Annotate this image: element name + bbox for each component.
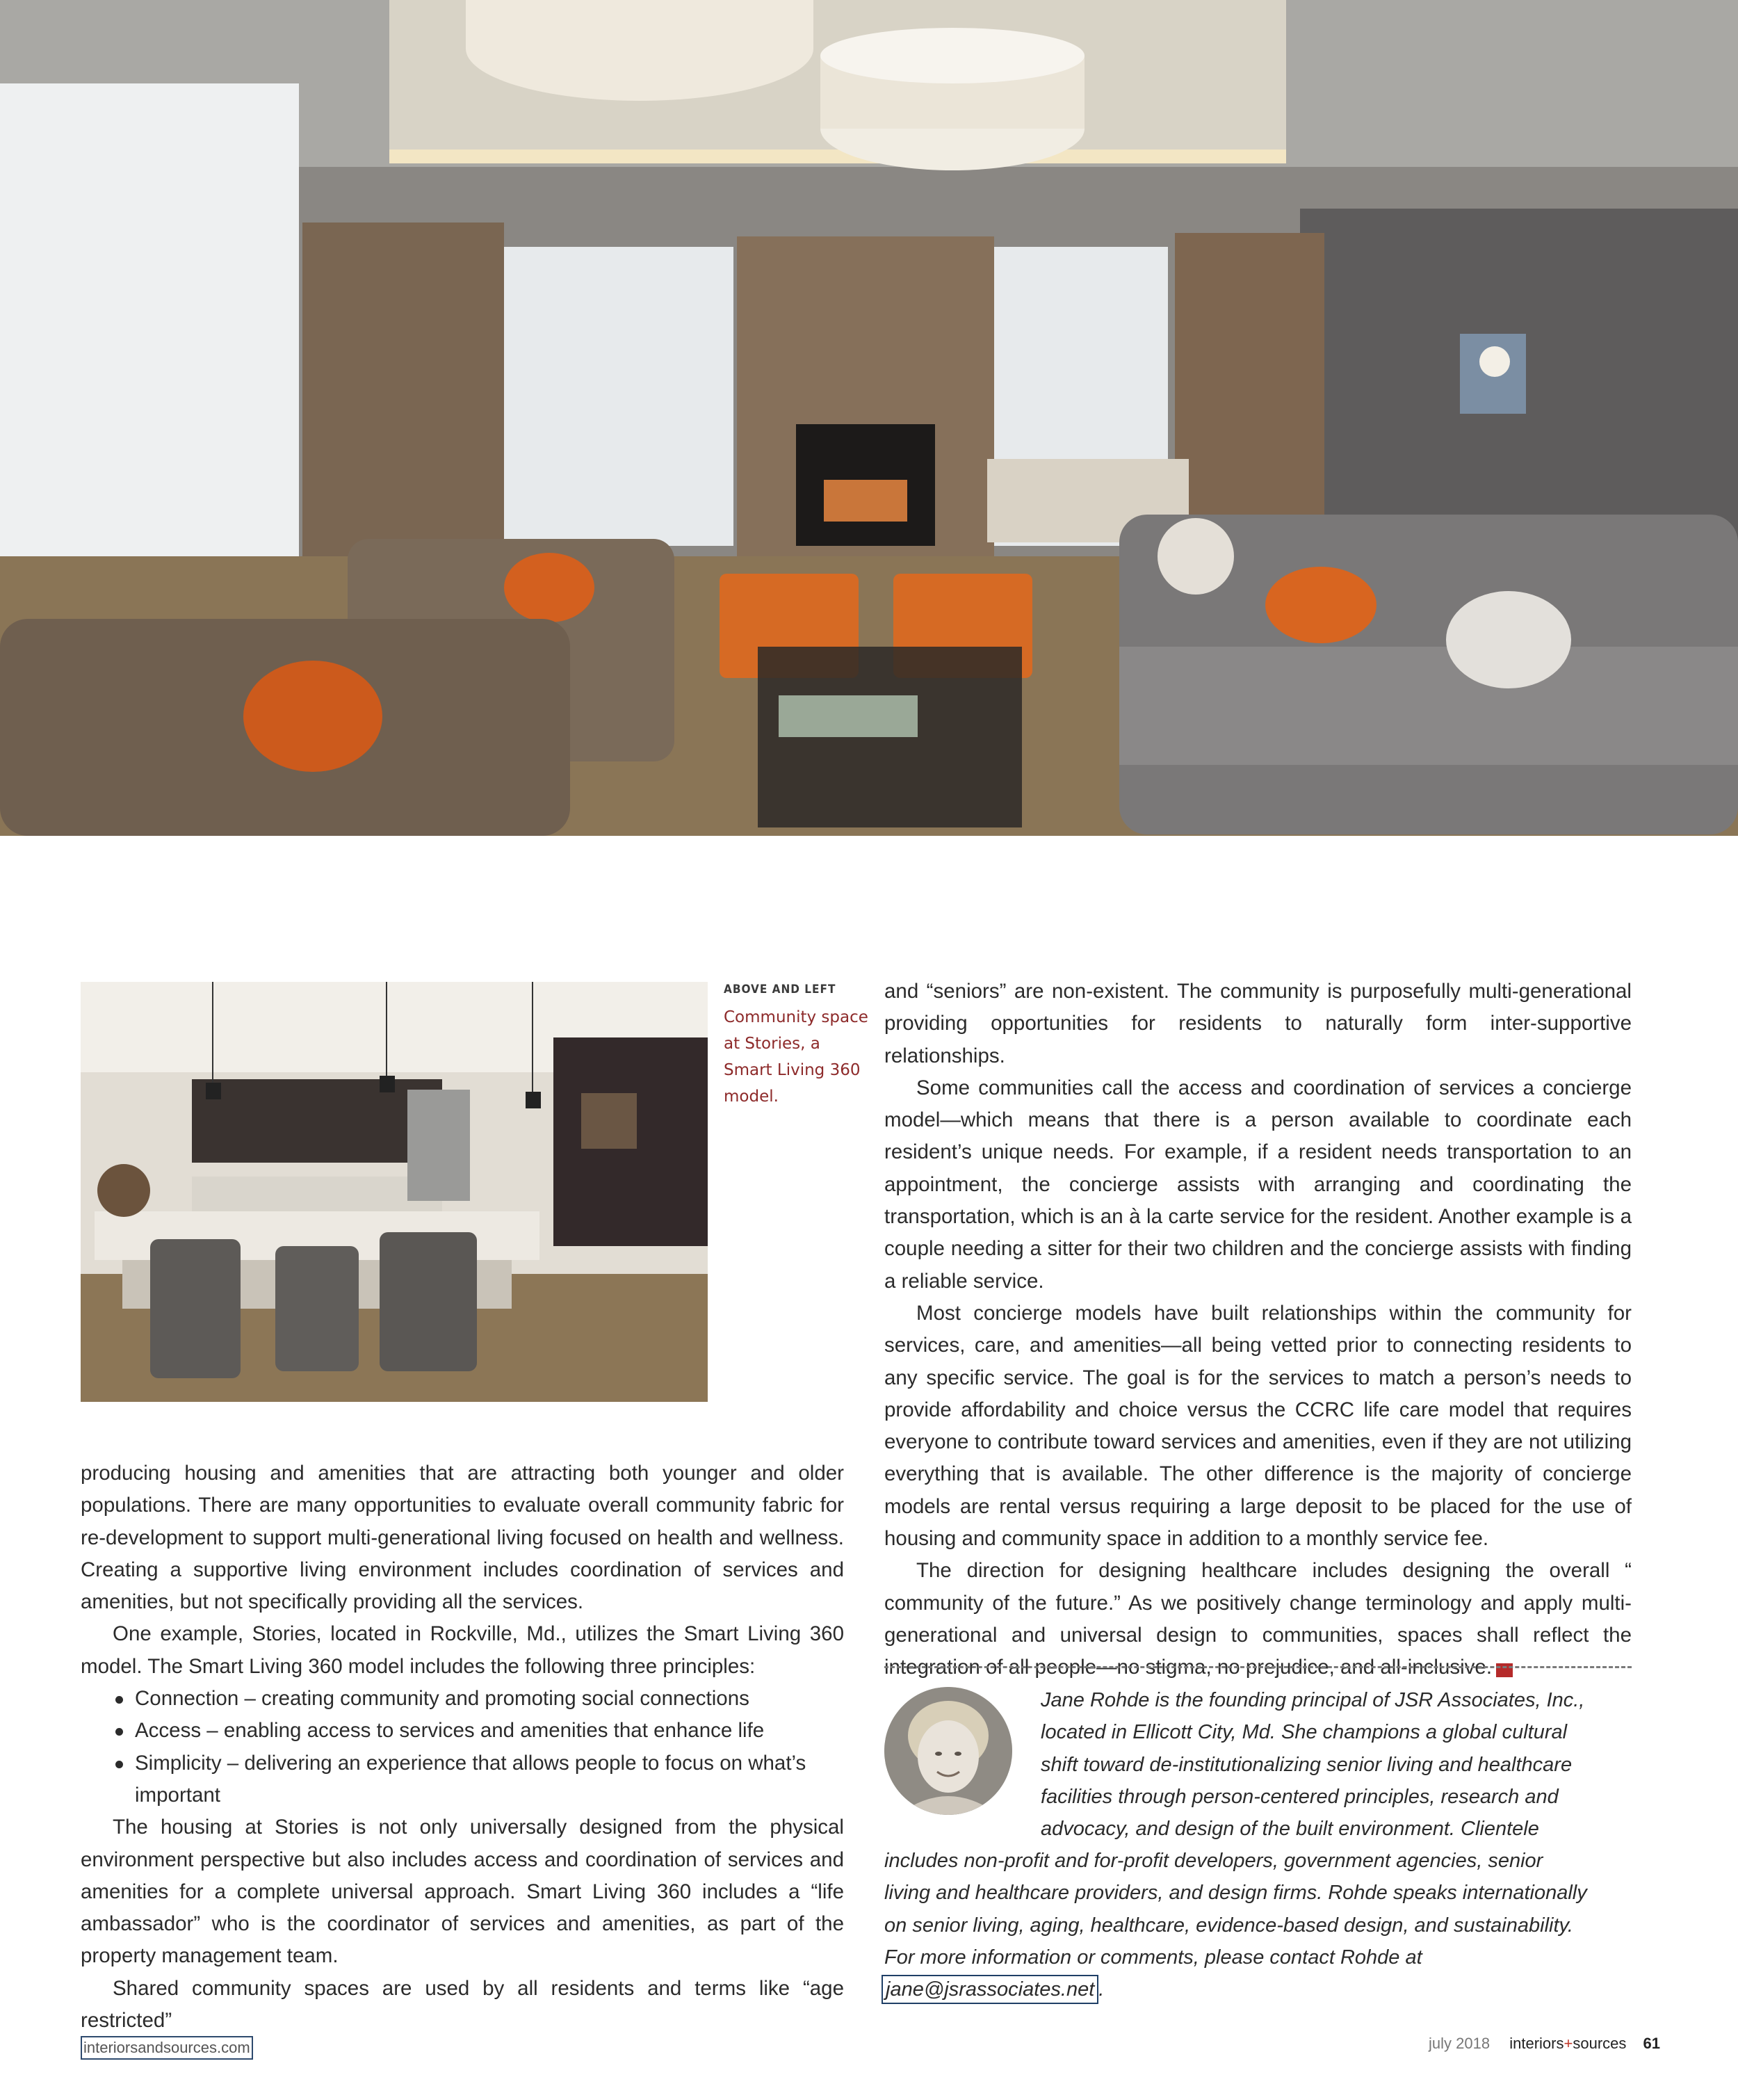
bio-line: includes non-profit and for-profit developers, government agencies, senior xyxy=(884,1850,1543,1872)
article-right-column xyxy=(884,976,1632,1684)
bio-line: living and healthcare providers, and design firms. Rohde speaks internationally xyxy=(884,1882,1587,1905)
right-paragraph-3: Most concierge models have built relationships within the community for services, care, and amenities—all being vetted prior to connecting residents to any specific service. The goal is for the services to match a person’s needs to provide affordability and choice versus the CCRC life care model that requires everyone to contribute toward services and amenities, even if they are not utilizing everything that is available. The other difference is the majority of concierge models are rental versus requiring a large deposit to be placed for the use of housing and community space in addition to a monthly service fee. xyxy=(884,1301,1632,1551)
bio-divider xyxy=(884,1666,1632,1668)
author-email-link[interactable]: jane@jsrassociates.net xyxy=(882,1975,1098,2004)
bio-line: For more information or comments, please contact Rohde at xyxy=(884,1946,1422,1969)
email-suffix: . xyxy=(1098,1978,1105,2001)
principles-list xyxy=(81,1683,844,1811)
bio-email-line xyxy=(884,1973,1635,2005)
bio-line: Jane Rohde is the founding principal of JSR Associates, Inc., xyxy=(1041,1689,1585,1711)
right-paragraph-1: and “seniors” are non-existent. The community is purposefully multi-generational providing opportunities for residents to naturally form inter-supportive relationships. xyxy=(884,980,1632,1067)
left-paragraph-2: One example, Stories, located in Rockville, Md., utilizes the Smart Living 360 model. The Smart Living 360 model includes the following three principles: xyxy=(81,1622,844,1678)
caption-text: Community space at Stories, a Smart Living 360 model. xyxy=(724,1008,868,1106)
bio-line: on senior living, aging, healthcare, evidence-based design, and sustainability. xyxy=(884,1914,1573,1937)
bio-line: shift toward de-institutionalizing senior living and healthcare xyxy=(1041,1753,1573,1776)
footer-brand xyxy=(1509,2035,1626,2052)
bio-line: advocacy, and design of the built environment. Clientele xyxy=(1041,1818,1539,1841)
bio-line: located in Ellicott City, Md. She champions a global cultural xyxy=(1041,1721,1568,1744)
footer-year: 2018 xyxy=(1456,2035,1491,2052)
footer-folio xyxy=(1429,2035,1660,2053)
author-bio-top xyxy=(1041,1684,1632,1845)
brand-part-b: sources xyxy=(1573,2035,1627,2052)
left-paragraph-3: The housing at Stories is not only universally designed from the physical environment perspective but also includes access and coordination of services and amenities for a complete universal approach. Smart Living 360 includes a “life ambassador” who is the coordinator of services and amenities, as part of the property management team. xyxy=(81,1816,844,1968)
right-paragraph-2: Some communities call the access and coordination of services a concierge model—which means that there is a person available to coordinate each resident’s unique needs. For example, if a resident needs transportation to an appointment, the concierge assists with arranging and coordinating the transportation, which is an à la carte service for the resident. Another example is a couple needing a sitter for their two children and the concierge assists with finding a reliable service. xyxy=(884,1076,1632,1293)
author-avatar xyxy=(884,1687,1012,1815)
brand-plus: + xyxy=(1564,2035,1573,2052)
end-mark-icon: i+s xyxy=(1496,1663,1513,1677)
footer-month: july xyxy=(1429,2035,1452,2052)
footer-site-link[interactable]: interiorsandsources.com xyxy=(81,2036,253,2060)
right-paragraph-4 xyxy=(884,1555,1632,1683)
photo-caption xyxy=(724,982,870,1110)
list-item: Connection – creating community and promoting social connections xyxy=(115,1683,844,1715)
bio-line: facilities through person-centered principles, research and xyxy=(1041,1785,1559,1808)
page-number: 61 xyxy=(1643,2035,1660,2052)
caption-tag: ABOVE AND LEFT xyxy=(724,983,836,996)
author-bio-bottom xyxy=(884,1845,1635,2005)
brand-part-a: interiors xyxy=(1509,2035,1564,2052)
article-left-column xyxy=(81,1457,844,2037)
list-item: Simplicity – delivering an experience that allows people to focus on what’s important xyxy=(115,1747,844,1812)
left-paragraph-4: Shared community spaces are used by all residents and terms like “age restricted” xyxy=(81,1976,844,2033)
left-paragraph-1: producing housing and amenities that are attracting both younger and older populations. There are many opportunities to evaluate overall community fabric for re-development to support multi-generational living focused on health and wellness. Creating a supportive living environment includes coordination of services and amenities, but not specifically providing all the services. xyxy=(81,1462,844,1614)
right-paragraph-4-text: The direction for designing healthcare includes designing the overall “ community of the future.” As we positively change terminology and apply multi-generational and universal design to communities, spaces shall reflect the integration of all people—no stigma, no prejudice, and all-inclusive. xyxy=(884,1559,1632,1679)
hero-photo-lounge xyxy=(0,0,1738,836)
inset-photo-kitchen xyxy=(81,982,708,1402)
list-item: Access – enabling access to services and amenities that enhance life xyxy=(115,1715,844,1747)
